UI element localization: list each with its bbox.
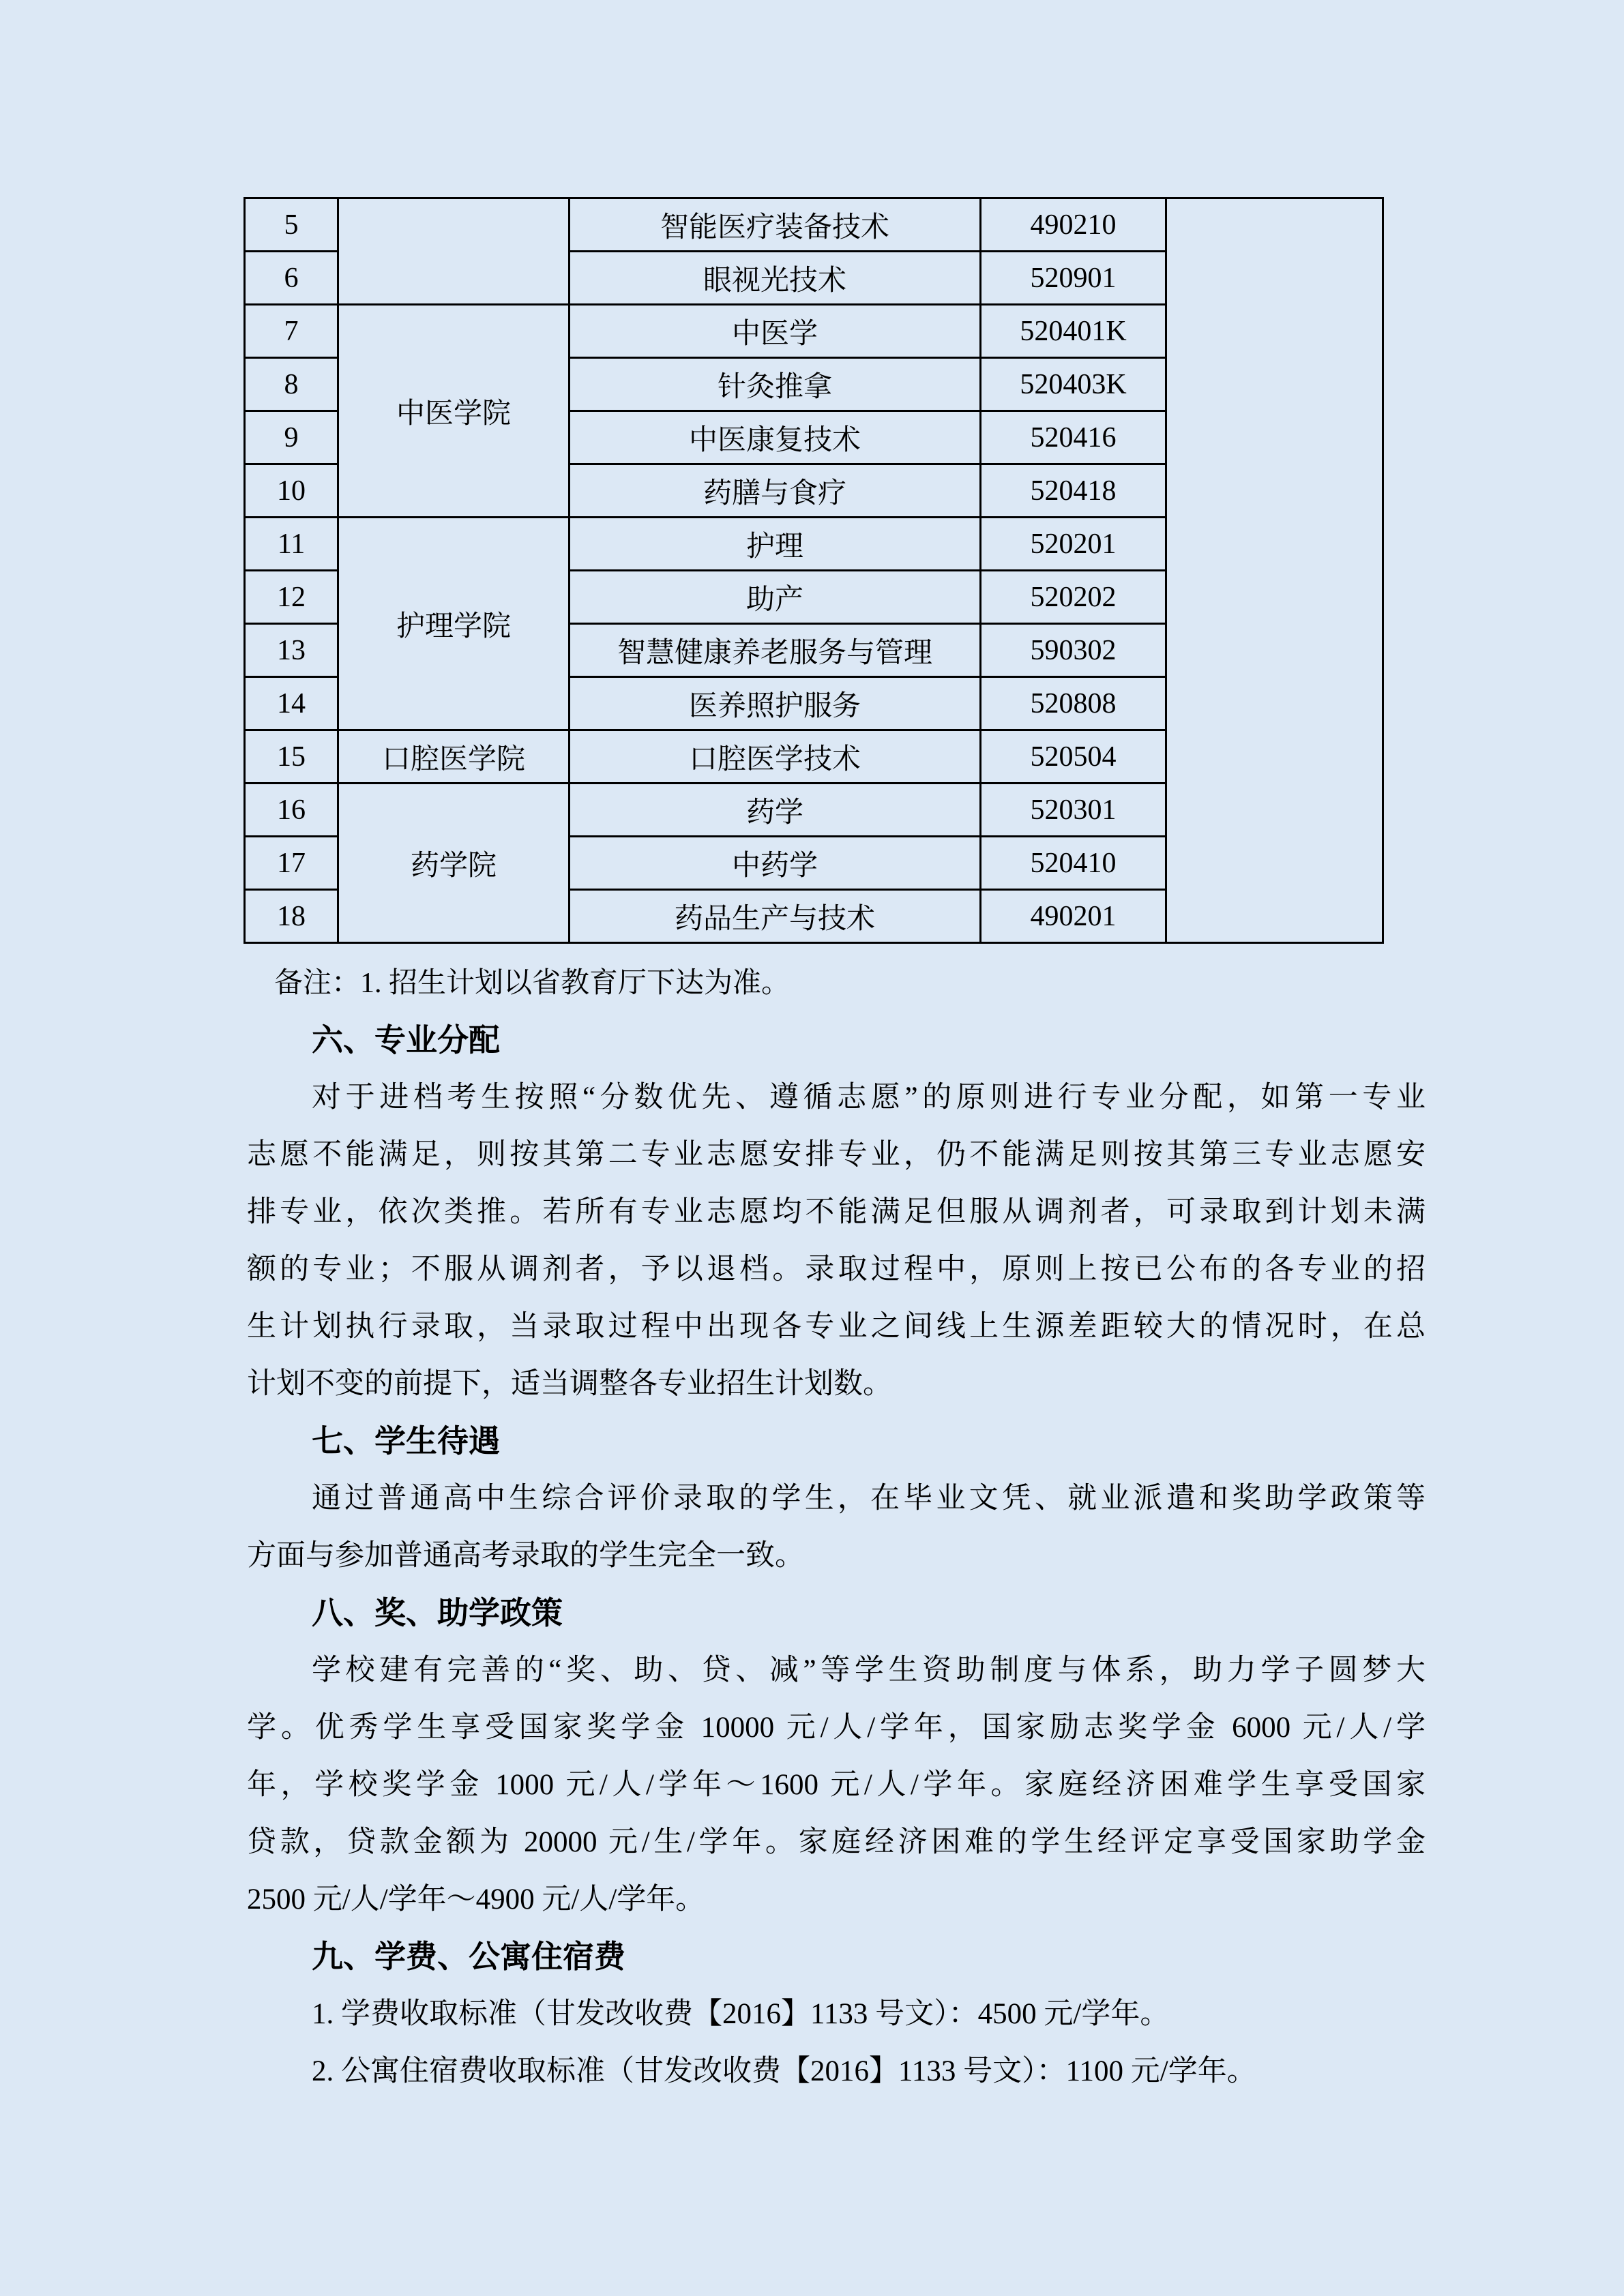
section-heading-8: 八、奖、助学政策 <box>312 1596 563 1630</box>
code-cell: 520301 <box>981 784 1166 837</box>
paragraph-line: 计划不变的前提下，适当调整各专业招生计划数。 <box>247 1368 892 1400</box>
college-cell: 护理学院 <box>338 518 570 730</box>
code-cell: 520808 <box>981 677 1166 730</box>
row-number: 9 <box>245 411 338 464</box>
paragraph-line: 对于进档考生按照“分数优先、遵循志愿”的原则进行专业分配，如第一专业 <box>312 1082 1426 1114</box>
body-text <box>247 955 1426 2100</box>
paragraph-line: 生计划执行录取，当录取过程中出现各专业之间线上生源差距较大的情况时，在总 <box>247 1311 1426 1343</box>
code-cell: 490210 <box>981 198 1166 252</box>
fee-item-line: 1. 学费收取标准（甘发改收费【2016】1133 号文）：4500 元/学年。 <box>312 1998 1170 2030</box>
major-cell: 药品生产与技术 <box>570 890 981 943</box>
paragraph-line: 年，学校奖学金 1000 元/人/学年～1600 元/人/学年。家庭经济困难学生享受国家 <box>247 1769 1426 1801</box>
section-heading-6: 六、专业分配 <box>312 1023 500 1058</box>
major-cell: 口腔医学技术 <box>570 730 981 784</box>
code-cell: 490201 <box>981 890 1166 943</box>
paragraph-line: 学。优秀学生享受国家奖学金 10000 元/人/学年，国家励志奖学金 6000 元/人/学 <box>247 1712 1426 1744</box>
code-cell: 520403K <box>981 358 1166 411</box>
section-heading-9: 九、学费、公寓住宿费 <box>312 1939 625 1974</box>
row-number: 16 <box>245 784 338 837</box>
code-cell: 520202 <box>981 571 1166 624</box>
code-cell: 520401K <box>981 305 1166 358</box>
row-number: 7 <box>245 305 338 358</box>
college-cell: 口腔医学院 <box>338 730 570 784</box>
major-cell: 护理 <box>570 518 981 571</box>
code-cell: 520416 <box>981 411 1166 464</box>
paragraph-line: 贷款，贷款金额为 20000 元/生/学年。家庭经济困难的学生经评定享受国家助学金 <box>247 1826 1426 1858</box>
majors-table <box>243 197 1384 944</box>
college-cell: 中医学院 <box>338 305 570 518</box>
code-cell: 520901 <box>981 252 1166 305</box>
paragraph-line: 排专业，依次类推。若所有专业志愿均不能满足但服从调剂者，可录取到计划未满 <box>247 1196 1426 1228</box>
college-cell: 药学院 <box>338 784 570 943</box>
paragraph-line: 通过普通高中生综合评价录取的学生，在毕业文凭、就业派遣和奖助学政策等 <box>312 1482 1426 1515</box>
paragraph-line: 学校建有完善的“奖、助、贷、减”等学生资助制度与体系，助力学子圆梦大 <box>312 1654 1426 1686</box>
row-number: 8 <box>245 358 338 411</box>
paragraph-line: 方面与参加普通高考录取的学生完全一致。 <box>247 1540 804 1572</box>
major-cell: 中医康复技术 <box>570 411 981 464</box>
code-cell: 520201 <box>981 518 1166 571</box>
paragraph-line: 志愿不能满足，则按其第二专业志愿安排专业，仍不能满足则按其第三专业志愿安 <box>247 1139 1426 1171</box>
code-cell: 590302 <box>981 624 1166 677</box>
row-number: 5 <box>245 198 338 252</box>
row-number: 17 <box>245 837 338 890</box>
major-cell: 智慧健康养老服务与管理 <box>570 624 981 677</box>
code-cell: 520504 <box>981 730 1166 784</box>
code-cell: 520410 <box>981 837 1166 890</box>
major-cell: 中药学 <box>570 837 981 890</box>
row-number: 12 <box>245 571 338 624</box>
major-cell: 眼视光技术 <box>570 252 981 305</box>
row-number: 14 <box>245 677 338 730</box>
row-number: 18 <box>245 890 338 943</box>
row-number: 15 <box>245 730 338 784</box>
section-heading-7: 七、学生待遇 <box>312 1424 500 1459</box>
note-line: 备注：1. 招生计划以省教育厅下达为准。 <box>274 968 791 999</box>
major-cell: 医养照护服务 <box>570 677 981 730</box>
major-cell: 药学 <box>570 784 981 837</box>
row-number: 6 <box>245 252 338 305</box>
code-cell: 520418 <box>981 464 1166 518</box>
row-number: 13 <box>245 624 338 677</box>
major-cell: 药膳与食疗 <box>570 464 981 518</box>
major-cell: 智能医疗装备技术 <box>570 198 981 252</box>
paragraph-line: 2500 元/人/学年～4900 元/人/学年。 <box>247 1883 705 1915</box>
paragraph-line: 额的专业；不服从调剂者，予以退档。录取过程中，原则上按已公布的各专业的招 <box>247 1253 1426 1285</box>
major-cell: 中医学 <box>570 305 981 358</box>
table-row <box>245 198 1383 252</box>
row-number: 10 <box>245 464 338 518</box>
major-cell: 助产 <box>570 571 981 624</box>
major-cell: 针灸推拿 <box>570 358 981 411</box>
college-cell <box>338 198 570 305</box>
fee-item-line: 2. 公寓住宿费收取标准（甘发改收费【2016】1133 号文）：1100 元/学年。 <box>312 2055 1256 2087</box>
remark-cell <box>1166 198 1383 943</box>
row-number: 11 <box>245 518 338 571</box>
